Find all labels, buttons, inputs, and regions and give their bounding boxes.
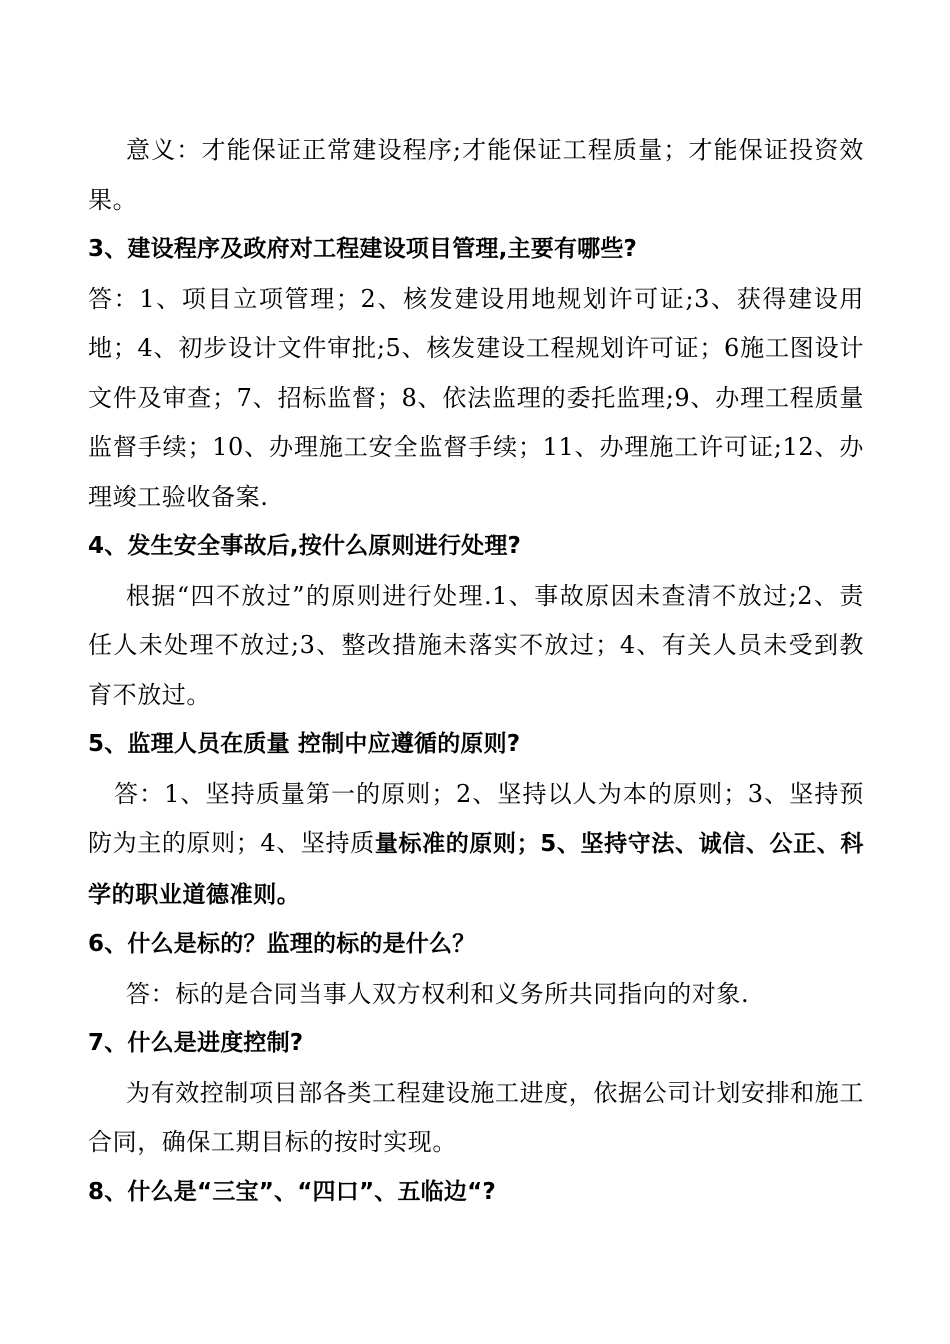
answer-paragraph-5 xyxy=(88,770,864,921)
answer-paragraph-6: 答：标的是合同当事人双方权利和义务所共同指向的对象. xyxy=(126,979,750,1008)
question-heading-5: 5、监理人员在质量 控制中应遵循的原则? xyxy=(88,731,521,757)
answer-paragraph-3: 答：1、项目立项管理；2、核发建设用地规划许可证;3、获得建设用地；4、初步设计文件审批;5、核发建设工程规划许可证；6施工图设计文件及审查；7、招标监督；8、依法监理的委托监理;9、办理工程质量监督手续；10、办理施工安全监督手续；11、办理施工许可证;12、办理竣工验收备案. xyxy=(88,284,864,511)
question-heading-3: 3、建设程序及政府对工程建设项目管理,主要有哪些? xyxy=(88,236,638,262)
question-heading-8: 8、什么是“三宝”、“四口”、五临边“? xyxy=(88,1178,496,1205)
answer-paragraph-4: 根据“四不放过”的原则进行处理.1、事故原因未查清不放过;2、责任人未处理不放过;3、整改措施未落实不放过；4、有关人员未受到教育不放过。 xyxy=(88,581,864,709)
answer-paragraph-7: 为有效控制项目部各类工程建设施工进度，依据公司计划安排和施工合同，确保工期目标的按时实现。 xyxy=(88,1078,864,1156)
paragraph-significance: 意义：才能保证正常建设程序;才能保证工程质量；才能保证投资效果。 xyxy=(88,136,864,214)
question-heading-7: 7、什么是进度控制? xyxy=(88,1030,304,1056)
answer-5-bold-text: 量标准的原则；5、坚持守法、诚信、公正、科学的职业道德准则。 xyxy=(88,831,864,908)
question-heading-6: 6、什么是标的？监理的标的是什么？ xyxy=(88,931,476,957)
question-heading-4: 4、发生安全事故后,按什么原则进行处理? xyxy=(88,533,522,559)
answer-5-normal-text: 答：1、坚持质量第一的原则；2、坚持以人为本的原则；3、坚持预防为主的原则；4、坚持质 xyxy=(88,779,864,857)
document-body xyxy=(88,126,864,1217)
